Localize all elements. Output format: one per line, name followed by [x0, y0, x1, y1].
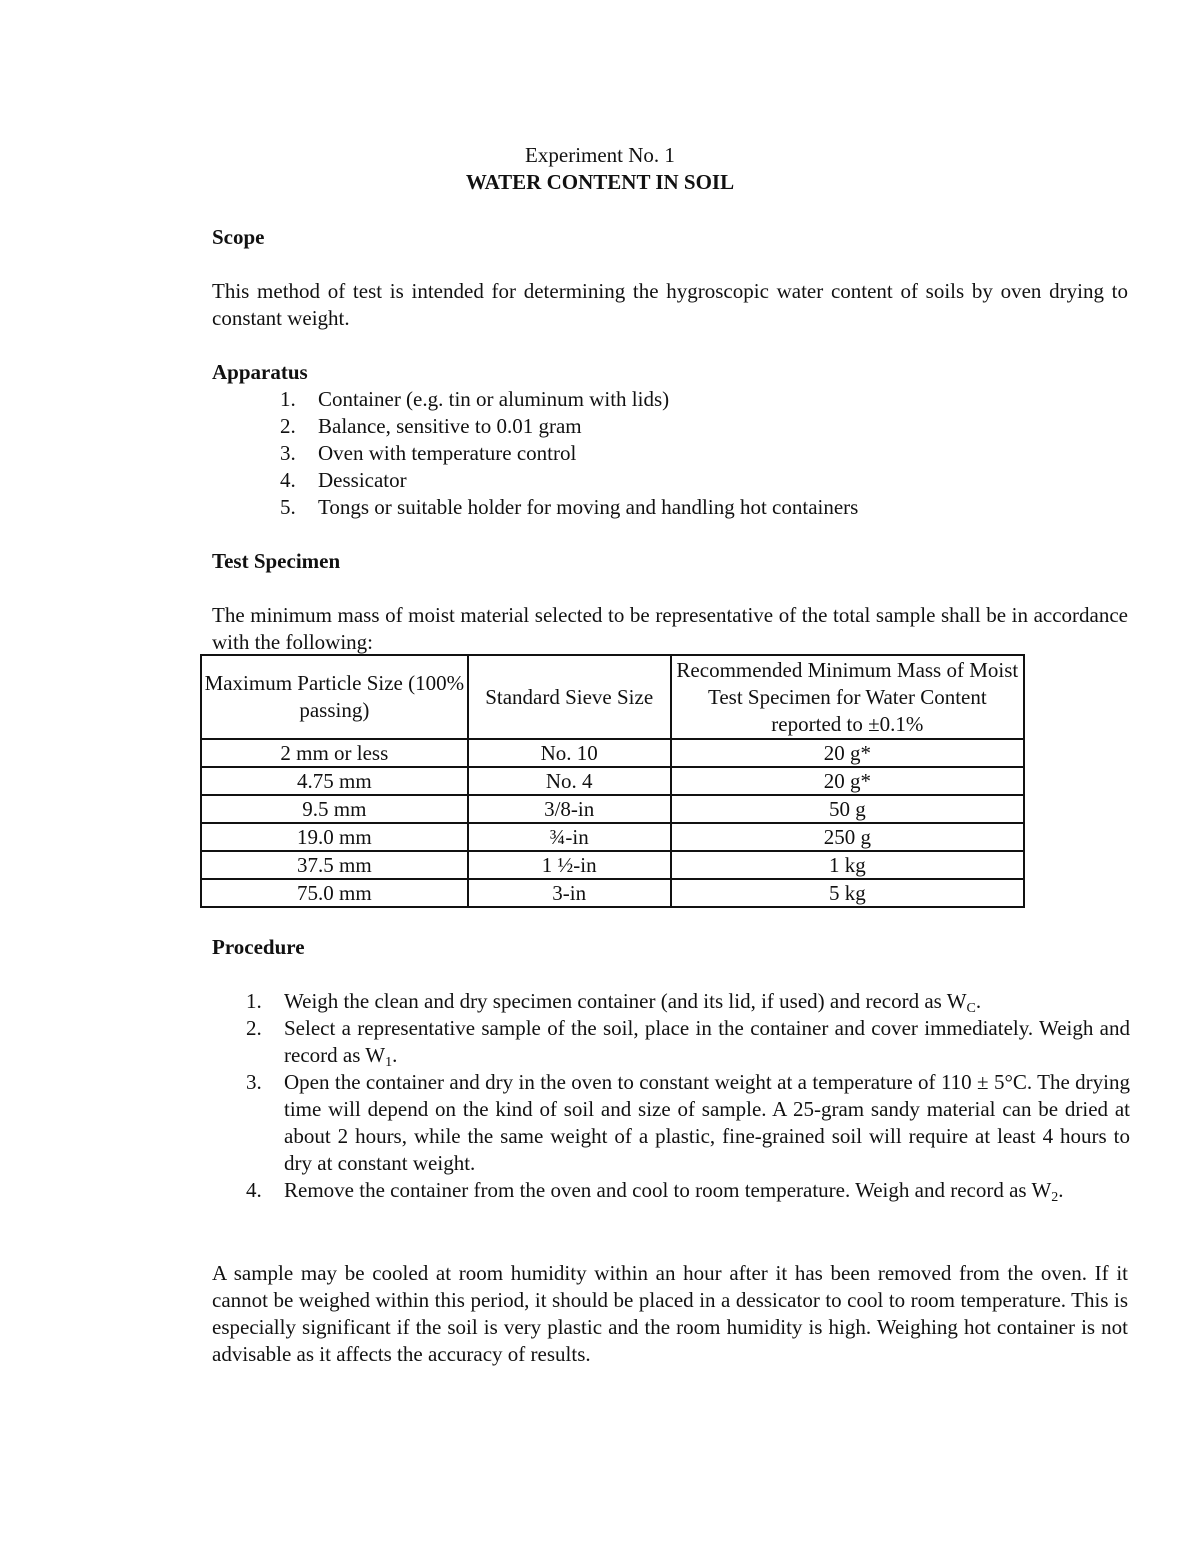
- table-cell: 4.75 mm: [201, 767, 468, 795]
- table-cell: 5 kg: [671, 879, 1024, 907]
- table-cell: 75.0 mm: [201, 879, 468, 907]
- table-cell: 1 kg: [671, 851, 1024, 879]
- table-cell: No. 4: [468, 767, 671, 795]
- table-cell: 20 g*: [671, 767, 1024, 795]
- list-item: 3. Oven with temperature control: [280, 441, 577, 465]
- table-cell: 3/8-in: [468, 795, 671, 823]
- apparatus-list: [280, 386, 1160, 521]
- table-cell: 3-in: [468, 879, 671, 907]
- list-item: 3. Open the container and dry in the oven to constant weight at a temperature of 110 ± 5°C. The drying time will depend on the kind of soil and size of sample. A 25-gram sandy material can be dried at about 2 hours, while the same weight of a plastic, fine-grained soil will require at least 4 hours to dry at constant weight.: [246, 1070, 1130, 1175]
- procedure-list: [246, 988, 1130, 1204]
- table-cell: 50 g: [671, 795, 1024, 823]
- column-header: Recommended Minimum Mass of Moist Test Specimen for Water Content reported to ±0.1%: [671, 655, 1024, 739]
- table-cell: 20 g*: [671, 739, 1024, 767]
- specimen-table: [200, 654, 1025, 908]
- scope-heading: Scope: [212, 225, 265, 249]
- page-title: WATER CONTENT IN SOIL: [465, 170, 735, 194]
- table-header-row: [201, 655, 1024, 739]
- procedure-heading: Procedure: [212, 935, 305, 959]
- table-row: [201, 823, 1024, 851]
- experiment-number: Experiment No. 1: [525, 143, 675, 167]
- table-cell: 250 g: [671, 823, 1024, 851]
- table-cell: 2 mm or less: [201, 739, 468, 767]
- list-item: 4. Dessicator: [280, 468, 407, 492]
- table-row: [201, 851, 1024, 879]
- list-item: 1. Weigh the clean and dry specimen container (and its lid, if used) and record as $W_C$.: [246, 989, 982, 1016]
- specimen-heading: Test Specimen: [212, 549, 341, 573]
- table-cell: ¾-in: [468, 823, 671, 851]
- list-item: 4. Remove the container from the oven and cool to room temperature. Weigh and record as $W_2$.: [246, 1178, 1064, 1205]
- column-header: Standard Sieve Size: [468, 655, 671, 739]
- table-cell: No. 10: [468, 739, 671, 767]
- table-cell: 9.5 mm: [201, 795, 468, 823]
- procedure-note: A sample may be cooled at room humidity within an hour after it has been removed from the oven. If it cannot be weighed within this period, it should be placed in a dessicator to cool to room temperature. This is especially significant if the soil is very plastic and the room humidity is high. Weighing hot container is not advisable as it affects the accuracy of results.: [212, 1261, 1128, 1366]
- table-cell: 19.0 mm: [201, 823, 468, 851]
- apparatus-heading: Apparatus: [212, 360, 308, 384]
- table-cell: 1 ½-in: [468, 851, 671, 879]
- list-item: 2. Select a representative sample of the soil, place in the container and cover immediately. Weigh and record as $W_1$.: [246, 1016, 1130, 1070]
- table-cell: 37.5 mm: [201, 851, 468, 879]
- list-item: 1. Container (e.g. tin or aluminum with lids): [280, 387, 670, 411]
- table-row: [201, 879, 1024, 907]
- list-item: 2. Balance, sensitive to 0.01 gram: [280, 414, 582, 438]
- specimen-text: The minimum mass of moist material selected to be representative of the total sample shall be in accordance with the following:: [212, 603, 1128, 654]
- scope-text: This method of test is intended for determining the hygroscopic water content of soils by oven drying to constant weight.: [212, 279, 1128, 330]
- list-item: 5. Tongs or suitable holder for moving and handling hot containers: [280, 495, 859, 519]
- table-row: [201, 739, 1024, 767]
- table-row: [201, 795, 1024, 823]
- table-row: [201, 767, 1024, 795]
- column-header: Maximum Particle Size (100% passing): [201, 655, 468, 739]
